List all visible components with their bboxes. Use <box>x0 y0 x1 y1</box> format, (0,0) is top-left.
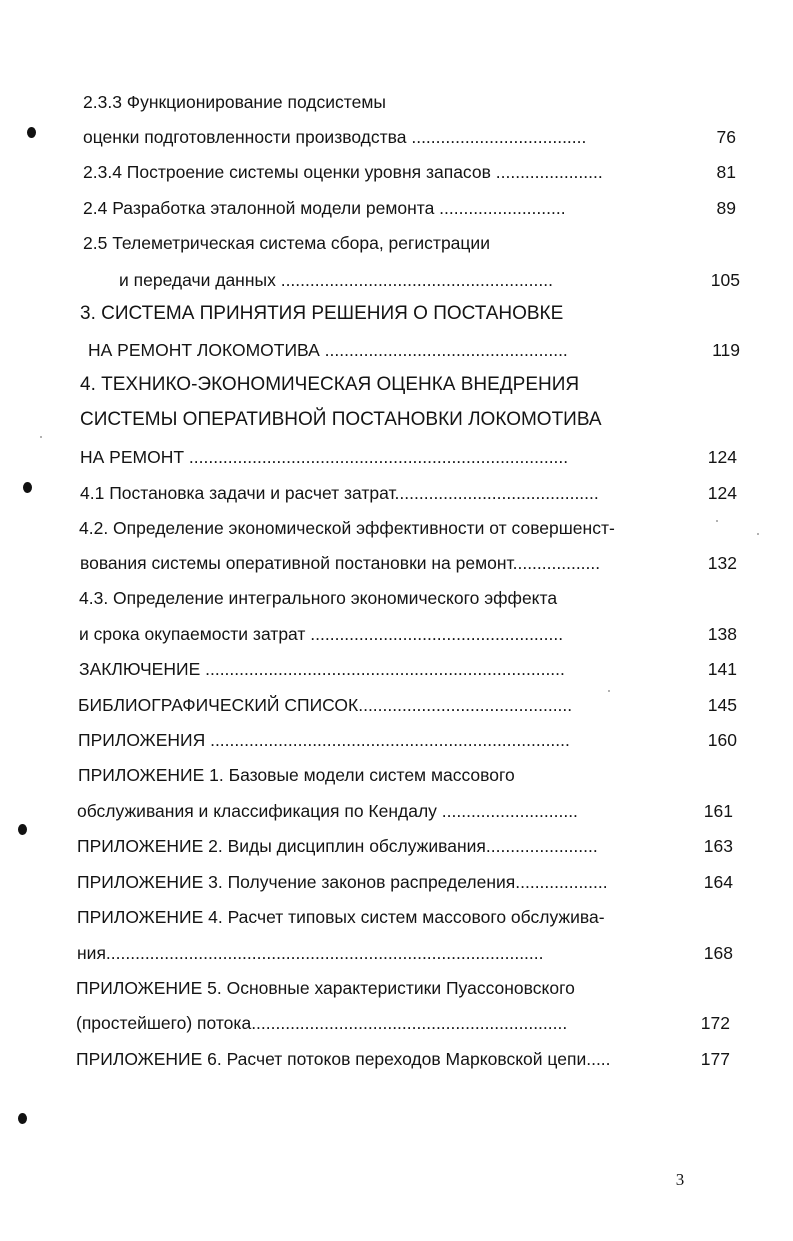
toc-line: ПРИЛОЖЕНИЕ 4. Расчет типовых систем массового обслужива- <box>77 907 605 927</box>
toc-page-number: 163 <box>703 836 733 856</box>
toc-line: ПРИЛОЖЕНИЕ 6. Расчет потоков переходов Марковской цепи..... <box>76 1049 611 1069</box>
toc-page-number: 161 <box>703 801 733 821</box>
toc-line: 4.1 Постановка задачи и расчет затрат.......................................... <box>80 483 599 503</box>
toc-page-number <box>680 370 740 400</box>
toc-page-number: 124 <box>707 483 737 503</box>
toc-line: ПРИЛОЖЕНИЕ 2. Виды дисциплин обслуживания....................... <box>77 836 598 856</box>
toc-page-number: 132 <box>707 553 737 573</box>
toc-page-number <box>680 405 740 435</box>
toc-page-number: 124 <box>707 447 737 467</box>
toc-line: (простейшего) потока................................................................. <box>76 1013 568 1033</box>
toc-page-number <box>677 513 737 543</box>
toc-line: ПРИЛОЖЕНИЕ 1. Базовые модели систем массового <box>78 765 515 785</box>
toc-page-number: 89 <box>716 198 736 218</box>
toc-line: вования системы оперативной постановки на ремонт.................. <box>80 553 601 573</box>
toc-page-number: 119 <box>712 340 740 360</box>
toc-line: ПРИЛОЖЕНИЕ 5. Основные характеристики Пуассоновского <box>76 978 575 998</box>
binder-hole <box>18 1113 27 1124</box>
toc-page-number: 138 <box>707 624 737 644</box>
toc-page-number: 164 <box>703 872 733 892</box>
toc-page-number: 160 <box>707 730 737 750</box>
toc-page-number <box>677 583 737 613</box>
scan-speck <box>40 436 42 438</box>
toc-page-number <box>680 299 740 329</box>
toc-line: 2.4 Разработка эталонной модели ремонта .......................... <box>83 198 566 218</box>
toc-page-number <box>677 760 737 790</box>
toc-line: БИБЛИОГРАФИЧЕСКИЙ СПИСОК............................................ <box>78 695 573 715</box>
toc-page-number: 105 <box>710 270 740 290</box>
toc-line: 4.3. Определение интегрального экономического эффекта <box>79 588 558 608</box>
toc-page-number: 81 <box>716 162 736 182</box>
toc-page-number: 141 <box>707 659 737 679</box>
toc-line: 2.5 Телеметрическая система сбора, регистрации <box>83 233 490 253</box>
toc-line: ния.......................................................................................... <box>77 943 544 963</box>
toc-page-number <box>673 902 733 932</box>
toc-line: ЗАКЛЮЧЕНИЕ .......................................................................... <box>79 659 565 679</box>
toc-page-number <box>673 973 733 1003</box>
binder-hole <box>27 127 36 138</box>
toc-page-number <box>676 87 736 117</box>
toc-line: СИСТЕМЫ ОПЕРАТИВНОЙ ПОСТАНОВКИ ЛОКОМОТИВА <box>80 409 602 430</box>
toc-line: обслуживания и классификация по Кендалу ............................ <box>77 801 578 821</box>
toc-line: 4. ТЕХНИКО-ЭКОНОМИЧЕСКАЯ ОЦЕНКА ВНЕДРЕНИЯ <box>80 374 580 395</box>
binder-hole <box>23 482 32 493</box>
toc-line: ПРИЛОЖЕНИЯ .......................................................................... <box>78 730 570 750</box>
scan-speck <box>608 690 610 692</box>
toc-line: 4.2. Определение экономической эффективности от совершенст- <box>79 518 615 538</box>
scan-speck <box>757 533 759 535</box>
scan-speck <box>716 520 718 522</box>
toc-line: оценки подготовленности производства .................................... <box>83 127 587 147</box>
toc-line: 3. СИСТЕМА ПРИНЯТИЯ РЕШЕНИЯ О ПОСТАНОВКЕ <box>80 303 564 324</box>
toc-line: НА РЕМОНТ ЛОКОМОТИВА .................................................. <box>88 340 568 360</box>
toc-page-number: 177 <box>700 1049 730 1069</box>
toc-page-number: 145 <box>707 695 737 715</box>
toc-line: 2.3.4 Построение системы оценки уровня запасов ...................... <box>83 162 603 182</box>
toc-page-number <box>676 228 736 258</box>
toc-line: НА РЕМОНТ .............................................................................. <box>80 447 569 467</box>
toc-line: 2.3.3 Функционирование подсистемы <box>83 92 386 112</box>
toc-page-number: 76 <box>716 127 736 147</box>
page-number: 3 <box>675 1170 685 1189</box>
toc-line: и срока окупаемости затрат .................................................... <box>79 624 564 644</box>
toc-page-number: 168 <box>703 943 733 963</box>
toc-line: ПРИЛОЖЕНИЕ 3. Получение законов распределения................... <box>77 872 608 892</box>
binder-hole <box>18 824 27 835</box>
toc-line: и передачи данных ........................................................ <box>119 270 553 290</box>
toc-page-number: 172 <box>700 1013 730 1033</box>
